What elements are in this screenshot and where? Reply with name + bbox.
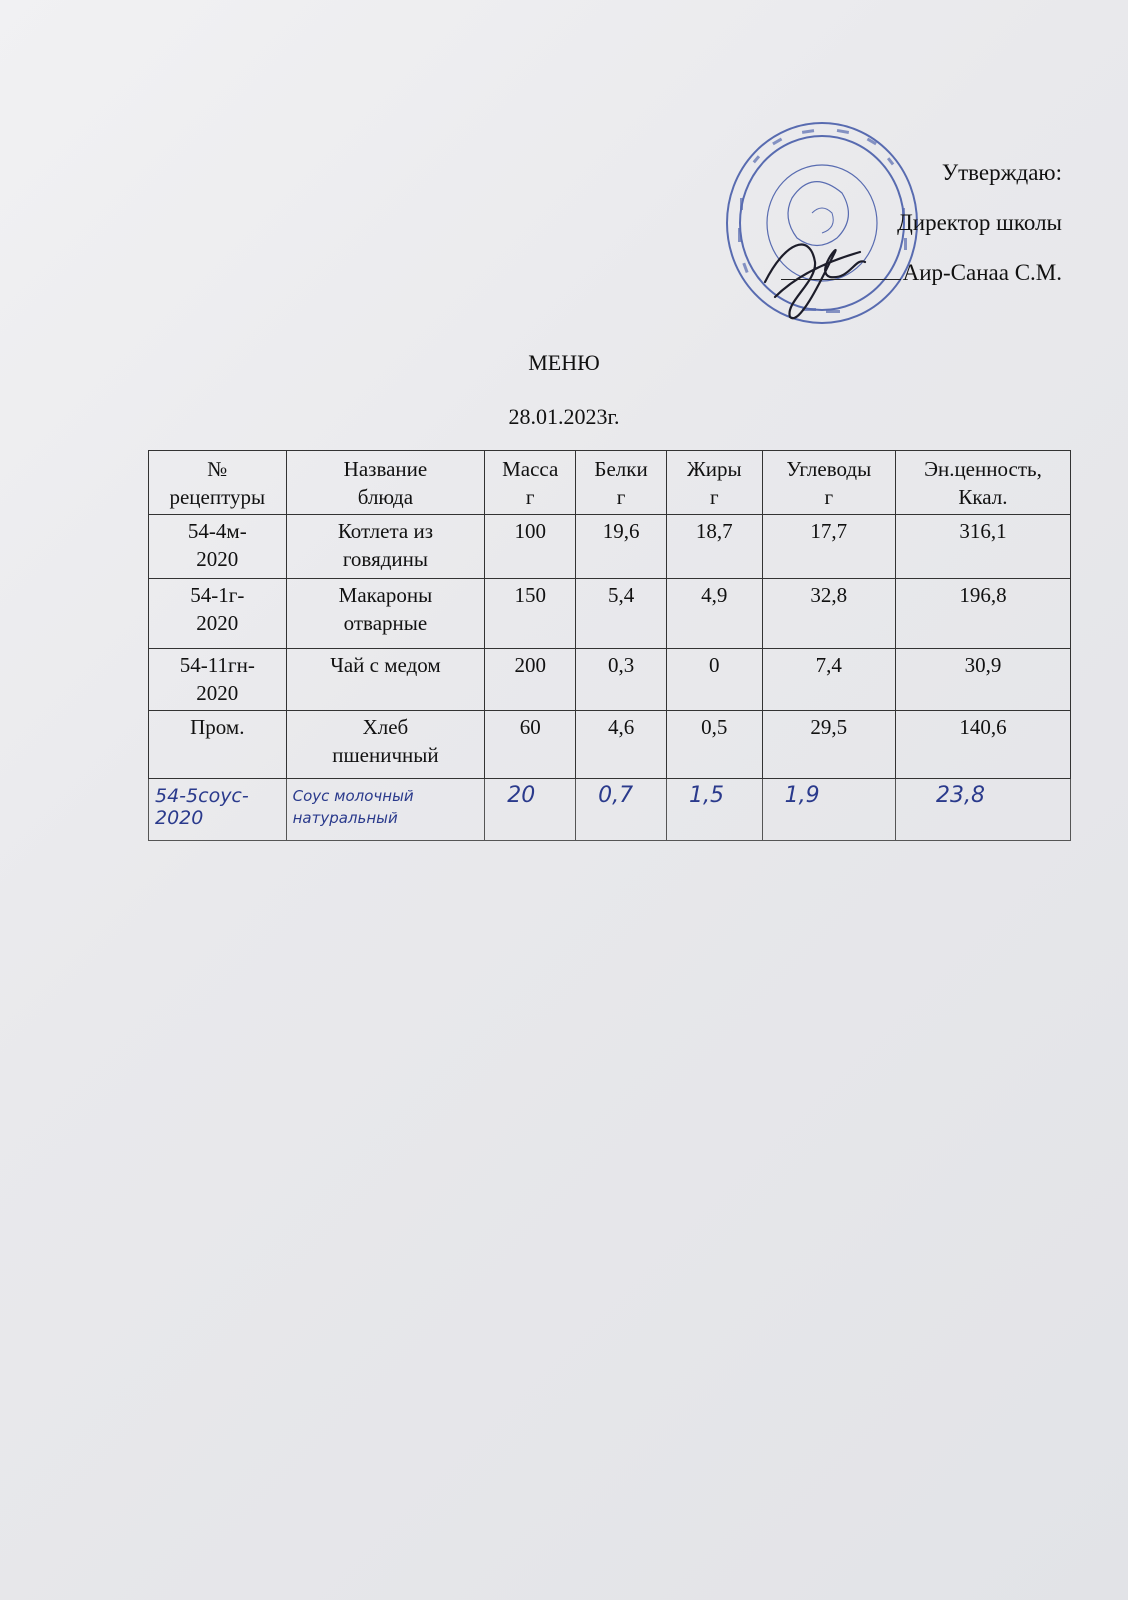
cell-dish-name: Макароны отварные — [286, 579, 485, 649]
cell-mass: 200 — [485, 649, 576, 711]
cell-recipe-code: Пром. — [149, 711, 287, 779]
approval-label: Утверждаю: — [941, 160, 1062, 185]
page-title: МЕНЮ — [528, 350, 600, 375]
cell-recipe-code: 54-11гн- 2020 — [149, 649, 287, 711]
header-protein: Белки г — [576, 451, 667, 515]
header-energy: Эн.ценность, Ккал. — [895, 451, 1070, 515]
cell-carbs: 29,5 — [762, 711, 895, 779]
cell-carbs: 17,7 — [762, 515, 895, 579]
table-row — [149, 649, 1071, 711]
cell-fat: 1,5 — [666, 779, 762, 841]
header-dish-name: Название блюда — [286, 451, 485, 515]
cell-energy: 196,8 — [895, 579, 1070, 649]
cell-recipe-code: 54-1г- 2020 — [149, 579, 287, 649]
cell-mass: 100 — [485, 515, 576, 579]
header-carbs: Углеводы г — [762, 451, 895, 515]
table-header-row — [149, 451, 1071, 515]
cell-dish-name: Хлеб пшеничный — [286, 711, 485, 779]
cell-fat: 4,9 — [666, 579, 762, 649]
cell-mass: 150 — [485, 579, 576, 649]
cell-protein: 5,4 — [576, 579, 667, 649]
cell-mass: 20 — [485, 779, 576, 841]
cell-fat: 0 — [666, 649, 762, 711]
director-name: Аир-Санаа С.М. — [902, 260, 1062, 285]
cell-fat: 0,5 — [666, 711, 762, 779]
menu-date: 28.01.2023г. — [508, 404, 620, 429]
cell-recipe-code: 54-5соус- 2020 — [149, 779, 287, 841]
cell-carbs: 32,8 — [762, 579, 895, 649]
cell-dish-name: Котлета из говядины — [286, 515, 485, 579]
cell-protein: 4,6 — [576, 711, 667, 779]
header-fat: Жиры г — [666, 451, 762, 515]
table-row — [149, 515, 1071, 579]
cell-dish-name: Чай с медом — [286, 649, 485, 711]
menu-table — [148, 450, 1071, 841]
cell-mass: 60 — [485, 711, 576, 779]
cell-protein: 0,7 — [576, 779, 667, 841]
director-name-line — [781, 248, 1062, 298]
cell-energy: 140,6 — [895, 711, 1070, 779]
header-mass: Масса г — [485, 451, 576, 515]
cell-recipe-code: 54-4м- 2020 — [149, 515, 287, 579]
cell-energy: 30,9 — [895, 649, 1070, 711]
table-row — [149, 711, 1071, 779]
cell-energy: 23,8 — [895, 779, 1070, 841]
director-title: Директор школы — [897, 210, 1062, 235]
cell-protein: 19,6 — [576, 515, 667, 579]
table-row — [149, 579, 1071, 649]
signature-line — [781, 279, 901, 280]
cell-carbs: 1,9 — [762, 779, 895, 841]
cell-protein: 0,3 — [576, 649, 667, 711]
approval-block — [781, 148, 1062, 298]
cell-dish-name: Соус молочный натуральный — [286, 779, 485, 841]
handwritten-row — [149, 779, 1071, 841]
header-recipe-number: № рецептуры — [149, 451, 287, 515]
cell-energy: 316,1 — [895, 515, 1070, 579]
cell-carbs: 7,4 — [762, 649, 895, 711]
cell-fat: 18,7 — [666, 515, 762, 579]
